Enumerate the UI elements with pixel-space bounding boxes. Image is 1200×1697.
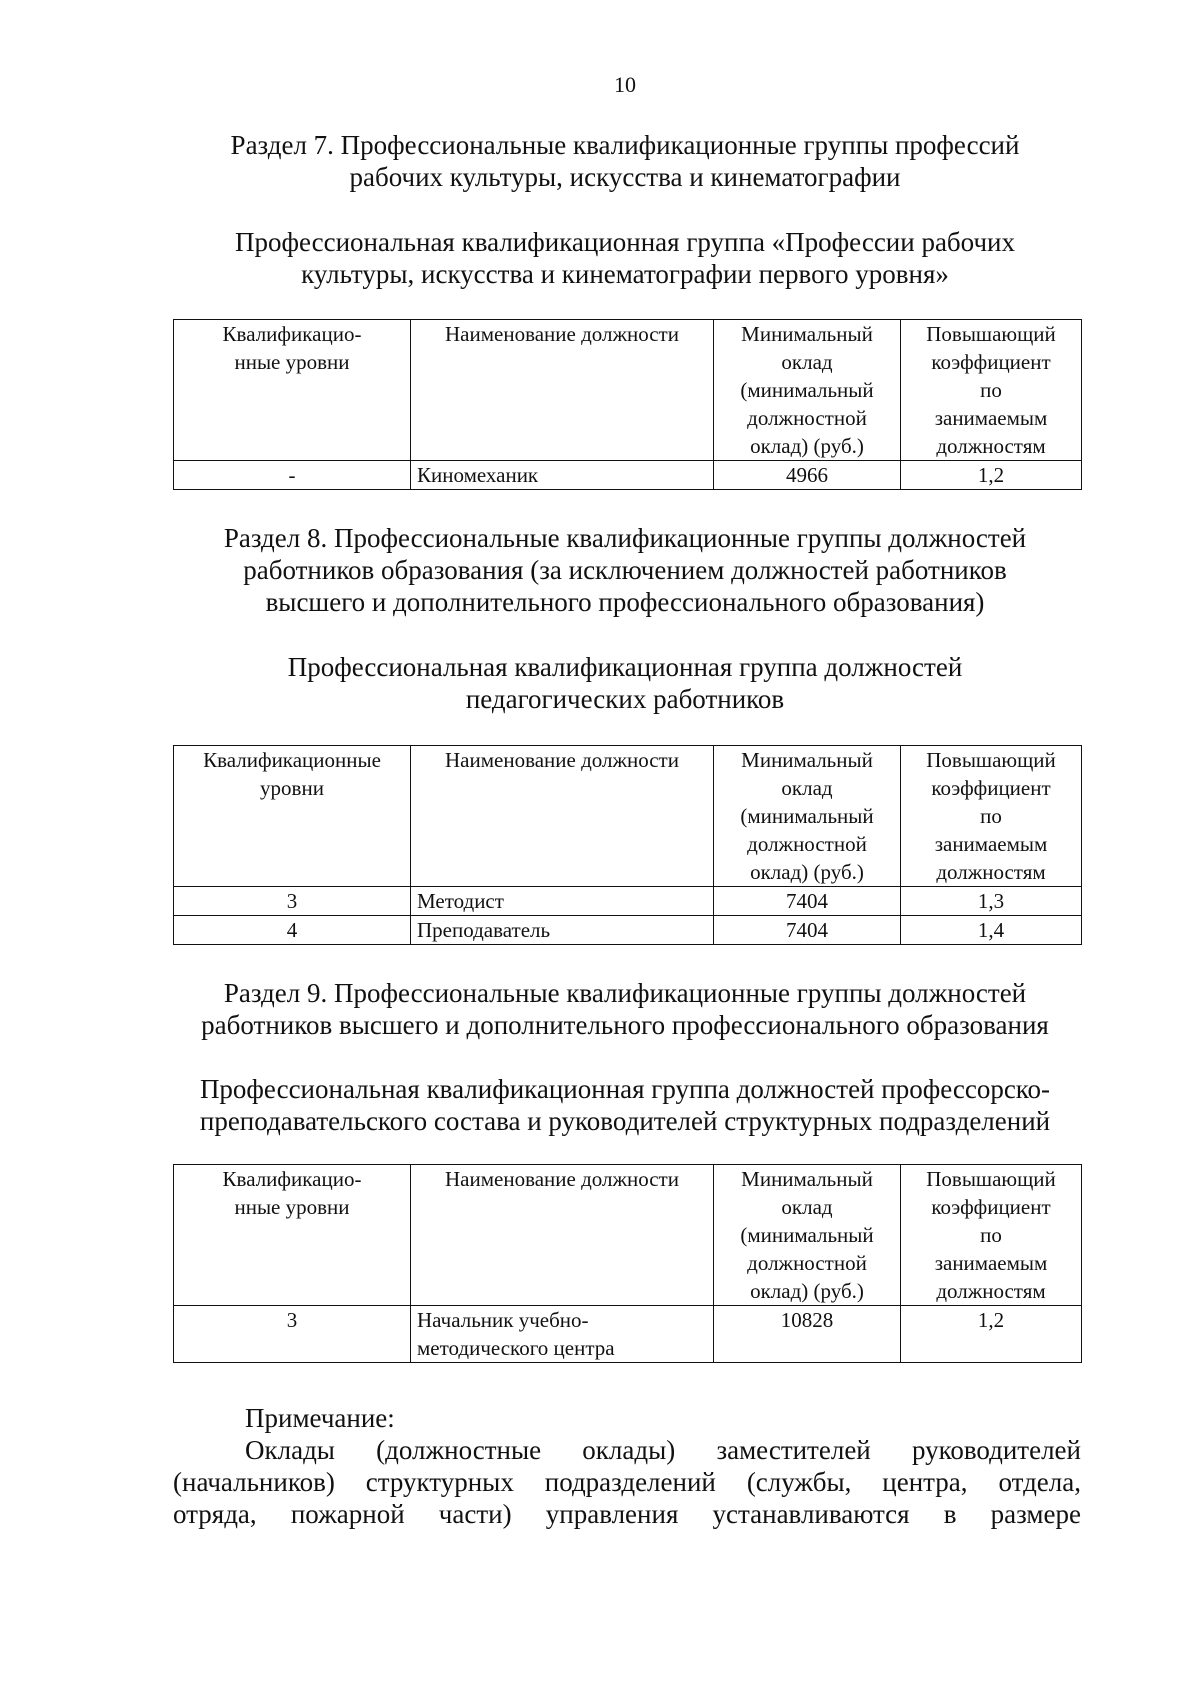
note-line: (начальников) структурных подразделений (службы, центра, отдела, [173,1467,1081,1497]
header-line: Квалификацио- [222,1167,362,1191]
header-line: коэффициент [931,350,1051,374]
header-line: (минимальный [740,378,874,402]
header-line: Минимальный [741,322,873,346]
cell-level: 3 [174,1306,411,1363]
header-line: Повышающий [926,1167,1056,1191]
section8-title-line: Раздел 8. Профессиональные квалификационные группы должностей [223,523,1027,553]
section8-title [150,522,1100,618]
cell-coefficient: 1,2 [901,1306,1082,1363]
note-line: Оклады (должностные оклады) заместителей руководителей [245,1435,1081,1465]
header-line: должностной [747,832,867,856]
section7-title [150,129,1100,193]
cell-salary: 10828 [714,1306,901,1363]
header-line: (минимальный [740,1223,874,1247]
cell-position-line: методического центра [417,1336,615,1360]
cell-level: 4 [174,916,411,945]
section7-title-line: Раздел 7. Профессиональные квалификационные группы профессий [230,130,1020,160]
section7-group-title [150,226,1100,290]
header-line: по [980,1223,1002,1247]
header-line: должностной [747,1251,867,1275]
header-line: должностям [936,1279,1046,1303]
section9-group-line: преподавательского состава и руководителей структурных подразделений [199,1106,1051,1136]
section9-group-line: Профессиональная квалификационная группа должностей профессорско- [199,1074,1051,1104]
header-qualification-level [174,746,411,887]
section8-group-title [150,651,1100,715]
header-line: Минимальный [741,748,873,772]
note-line: отряда, пожарной части) управления устанавливаются в размере [173,1499,1081,1529]
header-line: уровни [260,776,324,800]
header-line: оклад) (руб.) [750,434,864,458]
header-line: оклад [781,776,833,800]
header-line: Наименование должности [445,322,679,346]
header-coefficient [901,746,1082,887]
note-body [173,1434,1081,1530]
table-row [174,461,1082,490]
section9-title-line: Раздел 9. Профессиональные квалификационные группы должностей [223,978,1027,1008]
section8-group-line: Профессиональная квалификационная группа должностей [287,652,963,682]
header-line: коэффициент [931,776,1051,800]
header-line: занимаемым [934,832,1048,856]
header-coefficient [901,1165,1082,1306]
header-line: должностной [747,406,867,430]
cell-salary: 4966 [714,461,901,490]
section7-table [173,319,1082,490]
header-line: по [980,378,1002,402]
header-line: по [980,804,1002,828]
table-header-row [174,746,1082,887]
header-line: оклад [781,350,833,374]
section8-title-line: высшего и дополнительного профессионального образования) [265,587,985,617]
cell-level: 3 [174,887,411,916]
header-line: нные уровни [234,1195,350,1219]
page-number: 10 [614,72,636,97]
note-title: Примечание: [245,1403,395,1433]
header-line: Квалификационные [203,748,381,772]
header-coefficient [901,320,1082,461]
header-minimum-salary [714,1165,901,1306]
cell-salary: 7404 [714,887,901,916]
section9-table [173,1164,1082,1363]
cell-position: Киномеханик [411,461,714,490]
header-line: оклад) (руб.) [750,1279,864,1303]
section9-group-title [150,1073,1100,1137]
cell-level: - [174,461,411,490]
cell-position [411,1306,714,1363]
cell-position-line: Начальник учебно- [417,1308,589,1332]
cell-coefficient: 1,2 [901,461,1082,490]
header-line: Минимальный [741,1167,873,1191]
header-line: оклад) (руб.) [750,860,864,884]
cell-coefficient: 1,4 [901,916,1082,945]
section7-group-line: культуры, искусства и кинематографии первого уровня» [301,259,949,289]
header-line: нные уровни [234,350,350,374]
section8-table [173,745,1082,945]
header-line: Наименование должности [445,1167,679,1191]
table-row [174,916,1082,945]
header-qualification-level [174,320,411,461]
cell-position: Преподаватель [411,916,714,945]
section9-title [150,977,1100,1041]
header-position-name [411,746,714,887]
header-line: Квалификацио- [222,322,362,346]
header-line: Наименование должности [445,748,679,772]
table-header-row [174,1165,1082,1306]
section7-group-line: Профессиональная квалификационная группа «Профессии рабочих [234,227,1016,257]
header-line: занимаемым [934,406,1048,430]
cell-position: Методист [411,887,714,916]
header-line: (минимальный [740,804,874,828]
header-position-name [411,320,714,461]
header-qualification-level [174,1165,411,1306]
section7-title-line: рабочих культуры, искусства и кинематографии [349,162,901,192]
cell-salary: 7404 [714,916,901,945]
section8-group-line: педагогических работников [465,684,785,714]
header-line: Повышающий [926,322,1056,346]
header-line: должностям [936,860,1046,884]
header-line: должностям [936,434,1046,458]
header-line: Повышающий [926,748,1056,772]
section8-title-line: работников образования (за исключением должностей работников [243,555,1007,585]
header-line: коэффициент [931,1195,1051,1219]
table-row [174,887,1082,916]
cell-coefficient: 1,3 [901,887,1082,916]
header-line: занимаемым [934,1251,1048,1275]
header-line: оклад [781,1195,833,1219]
table-header-row [174,320,1082,461]
section9-title-line: работников высшего и дополнительного профессионального образования [201,1010,1049,1040]
header-minimum-salary [714,320,901,461]
header-minimum-salary [714,746,901,887]
table-row [174,1306,1082,1363]
header-position-name [411,1165,714,1306]
